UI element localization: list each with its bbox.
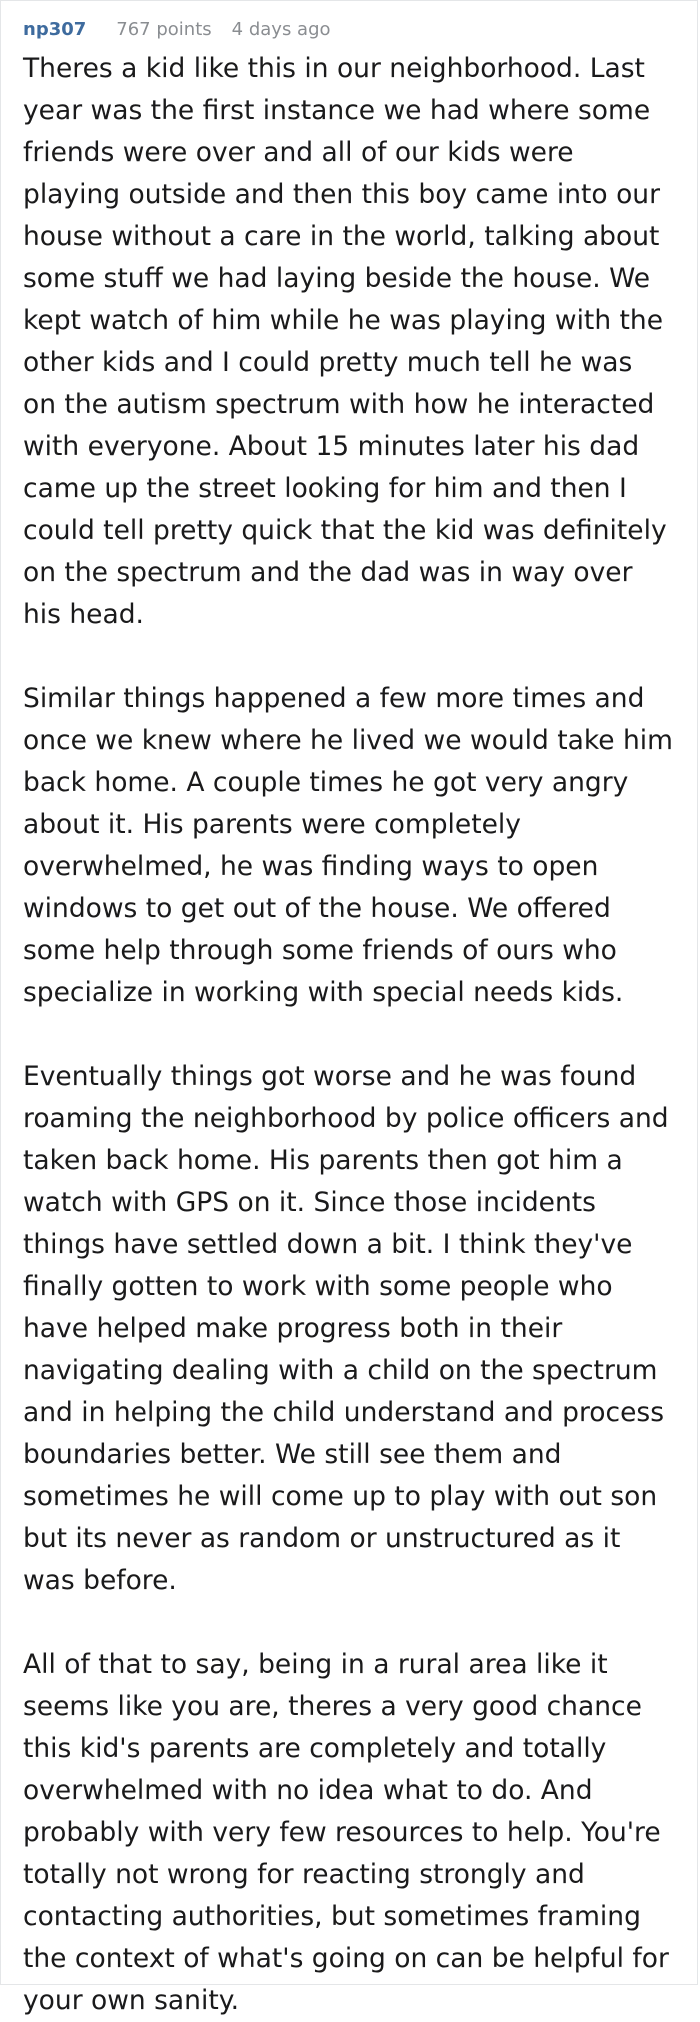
comment-body <box>23 48 673 2022</box>
comment-paragraph: Eventually things got worse and he was found roaming the neighborhood by police officers and taken back home. His parents then got him a watch with GPS on it. Since those incidents things have settled down a bit. I think they've finally gotten to work with some people who have helped make progress both in their navigating dealing with a child on the spectrum and in helping the child understand and process boundaries better. We still see them and sometimes he will come up to play with out son but its never as random or unstructured as it was before. <box>23 1061 669 1596</box>
comment-paragraph: Theres a kid like this in our neighborhood. Last year was the first instance we had where some friends were over and all of our kids were playing outside and then this boy came into our house without a care in the world, talking about some stuff we had laying beside the house. We kept watch of him while he was playing with the other kids and I could pretty much tell he was on the autism spectrum with how he interacted with everyone. About 15 minutes later his dad came up the street looking for him and then I could tell pretty quick that the kid was definitely on the spectrum and the dad was in way over his head. <box>23 53 667 630</box>
comment-paragraph: All of that to say, being in a rural area like it seems like you are, theres a very good chance this kid's parents are completely and totally overwhelmed with no idea what to do. And probably with very few resources to help. You're totally not wrong for reacting strongly and contacting authorities, but sometimes framing the context of what's going on can be helpful for your own sanity. <box>23 1649 669 2016</box>
comment-meta <box>23 15 331 45</box>
comment-paragraph: Similar things happened a few more times and once we knew where he lived we would take him back home. A couple times he got very angry about it. His parents were completely overwhelmed, he was finding ways to open windows to get out of the house. We offered some help through some friends of ours who specialize in working with special needs kids. <box>23 683 673 1008</box>
comment-author-link[interactable]: np307 <box>23 19 87 40</box>
comment-points: 767 points <box>116 19 212 40</box>
comment-timestamp: 4 days ago <box>231 19 331 40</box>
